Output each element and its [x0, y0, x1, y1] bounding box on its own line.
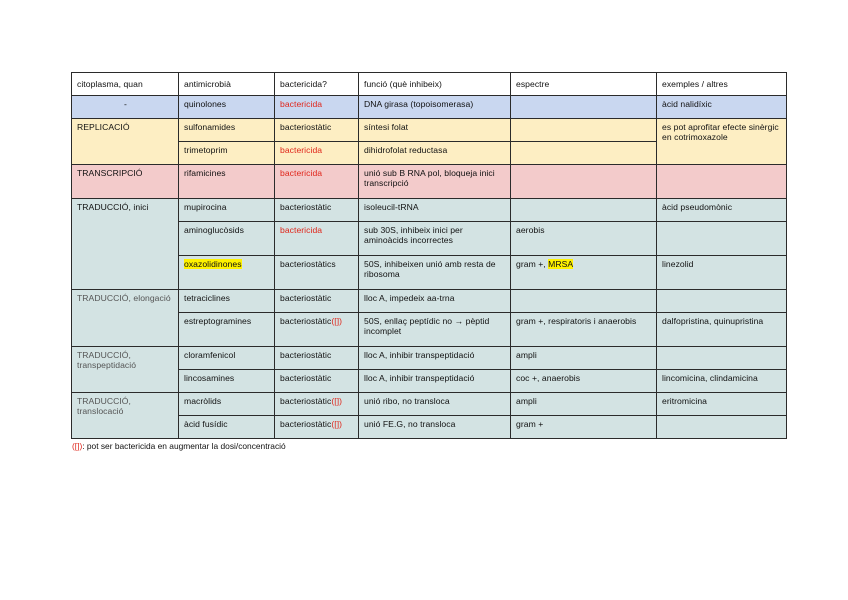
- site-cell: TRADUCCIÓ, transpeptidació: [72, 347, 179, 393]
- table-row: [72, 347, 787, 370]
- table-row: [72, 393, 787, 416]
- bactericide-cell: bactericida: [275, 96, 359, 119]
- drug-cell: lincosamines: [179, 370, 275, 393]
- drug-cell: [179, 256, 275, 290]
- spectrum-cell: gram +, respiratoris i anaerobis: [511, 313, 657, 347]
- drug-cell: sulfonamides: [179, 119, 275, 142]
- function-cell: lloc A, inhibir transpeptidació: [359, 370, 511, 393]
- table-row: [72, 119, 787, 142]
- function-cell: sub 30S, inhibeix inici per aminoàcids incorrectes: [359, 222, 511, 256]
- function-cell: DNA girasa (topoisomerasa): [359, 96, 511, 119]
- examples-cell: lincomicina, clindamicina: [657, 370, 787, 393]
- site-cell: TRANSCRIPCIÓ: [72, 165, 179, 199]
- spectrum-cell: aerobis: [511, 222, 657, 256]
- header-cell: antimicrobià: [179, 73, 275, 96]
- drug-cell: trimetoprim: [179, 142, 275, 165]
- table-row: [72, 256, 787, 290]
- site-cell: TRADUCCIÓ, translocació: [72, 393, 179, 439]
- header-row: [72, 73, 787, 96]
- examples-cell: àcid nalidíxic: [657, 96, 787, 119]
- table-row: [72, 165, 787, 199]
- dose-mark: ([]): [331, 396, 343, 406]
- highlighted-spectrum: MRSA: [548, 259, 574, 269]
- dose-mark: ([]): [331, 316, 343, 326]
- spectrum-text: gram +,: [516, 259, 549, 269]
- footnote-text: : pot ser bactericida en augmentar la dosi/concentració: [82, 441, 286, 451]
- function-cell: unió FE.G, no transloca: [359, 416, 511, 439]
- spectrum-cell: ampli: [511, 393, 657, 416]
- table-row: [72, 290, 787, 313]
- examples-cell: [657, 290, 787, 313]
- spectrum-cell: [511, 256, 657, 290]
- spectrum-cell: [511, 96, 657, 119]
- bactericide-cell: [275, 393, 359, 416]
- function-cell: dihidrofolat reductasa: [359, 142, 511, 165]
- examples-cell: linezolid: [657, 256, 787, 290]
- bactericide-cell: bactericida: [275, 165, 359, 199]
- header-cell: bactericida?: [275, 73, 359, 96]
- drug-cell: macròlids: [179, 393, 275, 416]
- spectrum-cell: ampli: [511, 347, 657, 370]
- table-row: [72, 313, 787, 347]
- bactericide-cell: bactericida: [275, 142, 359, 165]
- bactericide-cell: bacteriostàtic: [275, 290, 359, 313]
- dose-mark: ([]): [331, 419, 343, 429]
- spectrum-cell: [511, 142, 657, 165]
- bactericide-cell: bacteriostàtic: [275, 347, 359, 370]
- function-cell: lloc A, impedeix aa-trna: [359, 290, 511, 313]
- header-cell: exemples / altres: [657, 73, 787, 96]
- header-cell: citoplasma, quan: [72, 73, 179, 96]
- examples-cell: [657, 165, 787, 199]
- site-cell: -: [72, 96, 179, 119]
- function-cell: 50S, inhibeixen unió amb resta de ribosoma: [359, 256, 511, 290]
- function-cell: 50S, enllaç peptídic no → pèptid incomplet: [359, 313, 511, 347]
- examples-cell: [657, 222, 787, 256]
- table-row: [72, 416, 787, 439]
- spectrum-cell: [511, 290, 657, 313]
- header-cell: funció (què inhibeix): [359, 73, 511, 96]
- highlighted-drug: oxazolidinones: [184, 259, 242, 269]
- drug-cell: cloramfenicol: [179, 347, 275, 370]
- function-cell: síntesi folat: [359, 119, 511, 142]
- examples-cell: eritromicina: [657, 393, 787, 416]
- drug-cell: àcid fusídic: [179, 416, 275, 439]
- bactericide-text: bacteriostàtic: [280, 396, 332, 406]
- function-cell: unió sub B RNA pol, bloqueja inici transcripció: [359, 165, 511, 199]
- examples-cell: [657, 347, 787, 370]
- drug-cell: quinolones: [179, 96, 275, 119]
- table-row: [72, 199, 787, 222]
- spectrum-cell: coc +, anaerobis: [511, 370, 657, 393]
- drug-cell: rifamicines: [179, 165, 275, 199]
- drug-cell: mupirocina: [179, 199, 275, 222]
- examples-cell: àcid pseudomònic: [657, 199, 787, 222]
- drug-cell: estreptogramines: [179, 313, 275, 347]
- footnote-mark: ([]): [72, 441, 83, 451]
- table-row: [72, 370, 787, 393]
- footnote: [72, 441, 286, 451]
- examples-cell: [657, 416, 787, 439]
- table-row: [72, 96, 787, 119]
- function-cell: lloc A, inhibir transpeptidació: [359, 347, 511, 370]
- spectrum-cell: [511, 199, 657, 222]
- function-cell: unió ribo, no transloca: [359, 393, 511, 416]
- bactericide-cell: bacteriostàtic: [275, 370, 359, 393]
- examples-cell: dalfopristina, quinupristina: [657, 313, 787, 347]
- site-cell: REPLICACIÓ: [72, 119, 179, 165]
- bactericide-cell: bactericida: [275, 222, 359, 256]
- bactericide-cell: [275, 313, 359, 347]
- function-cell: isoleucil-tRNA: [359, 199, 511, 222]
- site-cell: TRADUCCIÓ, inici: [72, 199, 179, 290]
- spectrum-cell: [511, 119, 657, 142]
- antimicrobials-table: [71, 72, 787, 439]
- bactericide-cell: bacteriostàtic: [275, 119, 359, 142]
- site-cell: TRADUCCIÓ, elongació: [72, 290, 179, 347]
- drug-cell: tetraciclines: [179, 290, 275, 313]
- examples-cell: es pot aprofitar efecte sinèrgic en cotrimoxazole: [657, 119, 787, 165]
- bactericide-text: bacteriostàtic: [280, 419, 332, 429]
- bactericide-cell: bacteriostàtics: [275, 256, 359, 290]
- spectrum-cell: [511, 165, 657, 199]
- bactericide-cell: bacteriostàtic: [275, 199, 359, 222]
- header-cell: espectre: [511, 73, 657, 96]
- bactericide-cell: [275, 416, 359, 439]
- table-row: [72, 222, 787, 256]
- spectrum-cell: gram +: [511, 416, 657, 439]
- bactericide-text: bacteriostàtic: [280, 316, 332, 326]
- drug-cell: aminoglucòsids: [179, 222, 275, 256]
